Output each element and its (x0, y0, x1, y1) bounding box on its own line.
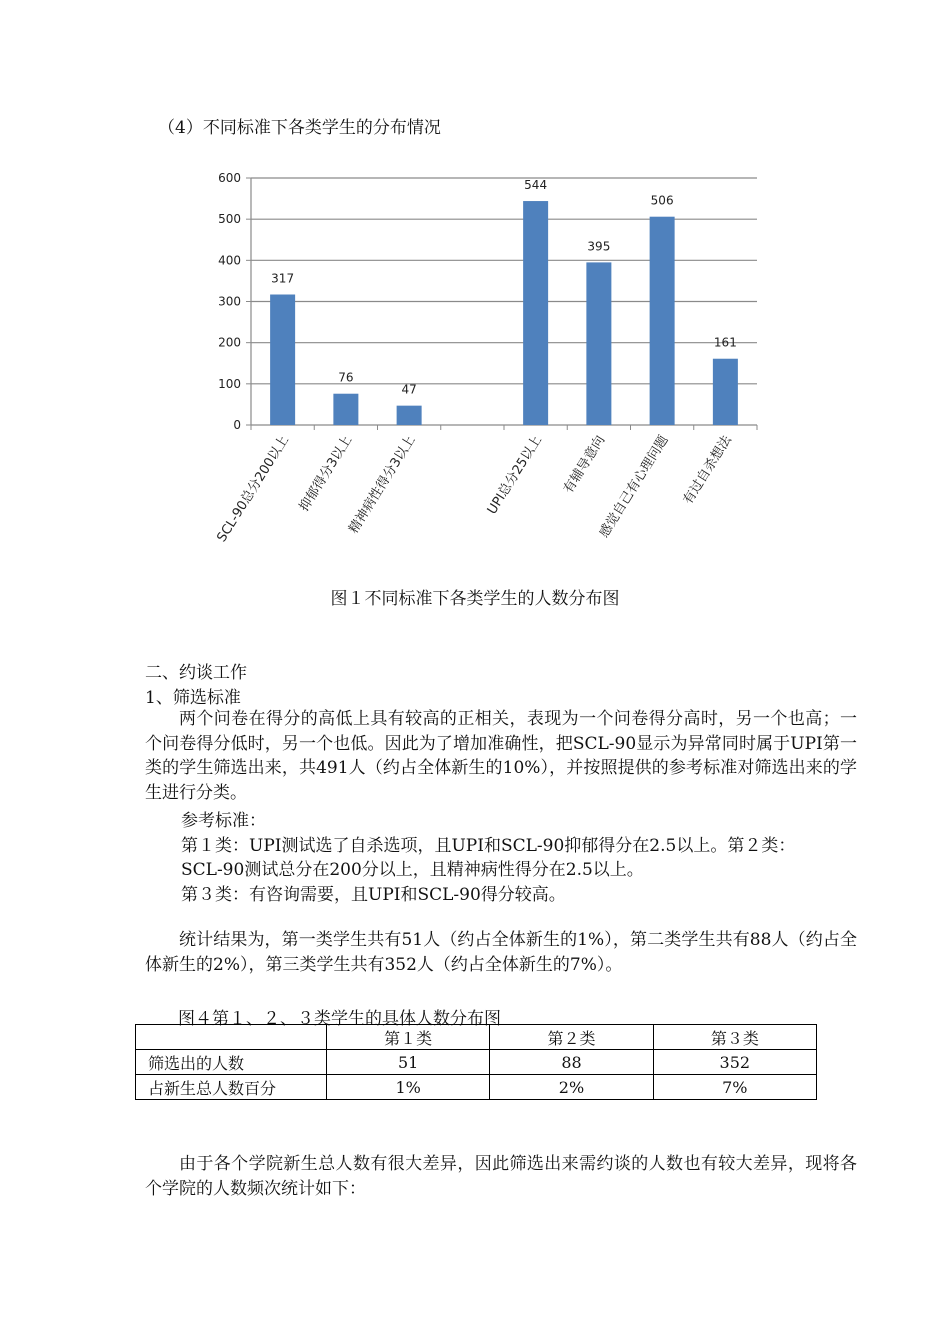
paragraph-3: 由于各个学院新生总人数有很大差异，因此筛选出来需约谈的人数也有较大差异，现将各个学院的人数频次统计如下： (145, 1154, 857, 1199)
table-header-row (136, 1025, 817, 1050)
reference-category-2: SCL-90测试总分在200分以上，且精神病性得分在2.5以上。 (181, 860, 644, 880)
bar (270, 295, 295, 425)
bar (397, 406, 422, 425)
reference-label: 参考标准： (181, 811, 266, 831)
bar-chart (180, 160, 780, 560)
data-label: 76 (338, 370, 354, 385)
bar (713, 359, 738, 425)
reference-category-3: 第３类：有咨询需要，且UPI和SCL-90得分较高。 (181, 885, 566, 905)
table-header-cell (136, 1025, 327, 1050)
data-label: 47 (401, 382, 417, 397)
y-tick-label: 500 (218, 212, 241, 227)
part2-heading: 二、约谈工作 (145, 663, 247, 683)
reference-category-1: 第１类：UPI测试选了自杀选项，且UPI和SCL-90抑郁得分在2.5以上。第２类： (181, 836, 796, 856)
y-tick-label: 0 (233, 418, 241, 432)
table-header-cell: 第２类 (490, 1025, 653, 1050)
bar (523, 201, 548, 425)
x-tick-label: UPI总分25以上 (484, 433, 546, 518)
x-tick-label: 精神病性得分3以上 (346, 433, 419, 537)
data-label: 395 (587, 239, 611, 254)
x-tick-label: 抑郁得分3以上 (296, 433, 356, 515)
table-cell: 88 (490, 1050, 653, 1075)
y-tick-label: 400 (218, 253, 241, 268)
bar (650, 217, 675, 425)
table-header-cell: 第３类 (653, 1025, 816, 1050)
table-header-cell: 第１类 (327, 1025, 490, 1050)
table-row (136, 1050, 817, 1075)
stats-table (135, 1024, 817, 1100)
x-tick-label: 有辅导意向 (561, 433, 609, 497)
bar (586, 262, 611, 425)
table-row-label: 筛选出的人数 (136, 1050, 327, 1075)
figure-caption: 图１不同标准下各类学生的人数分布图 (330, 589, 620, 609)
table-caption: 图４第１、２、３类学生的具体人数分布图 (178, 1009, 501, 1029)
section-heading: （4）不同标准下各类学生的分布情况 (158, 118, 441, 138)
x-tick-label: 有过自杀想法 (680, 433, 735, 508)
x-tick-label: 感觉自己有心理问题 (596, 433, 672, 541)
table-cell: 7% (653, 1075, 816, 1100)
y-tick-label: 600 (218, 171, 241, 185)
y-tick-label: 300 (218, 294, 241, 309)
table-row-label: 占新生总人数百分 (136, 1075, 327, 1100)
table-cell: 2% (490, 1075, 653, 1100)
paragraph-2: 统计结果为，第一类学生共有51人（约占全体新生的1%），第二类学生共有88人（约占全体新生的2%），第三类学生共有352人（约占全体新生的7%）。 (145, 930, 857, 975)
x-tick-label: SCL-90总分200以上 (214, 433, 293, 545)
table-cell: 51 (327, 1050, 490, 1075)
data-label: 317 (271, 271, 295, 286)
y-tick-label: 200 (218, 335, 241, 350)
data-label: 506 (650, 193, 674, 208)
table-row (136, 1075, 817, 1100)
data-label: 161 (713, 335, 737, 350)
bar (333, 394, 358, 425)
table-cell: 352 (653, 1050, 816, 1075)
table-cell: 1% (327, 1075, 490, 1100)
sub1-heading: 1、筛选标准 (145, 688, 241, 708)
y-tick-label: 100 (218, 376, 241, 391)
paragraph-1: 两个问卷在得分的高低上具有较高的正相关，表现为一个问卷得分高时，另一个也高；一个问卷得分低时，另一个也低。因此为了增加准确性，把SCL-90显示为异常同时属于UPI第一类的学生筛选出来，共491人（约占全体新生的10%），并按照提供的参考标准对筛选出来的学生进行分类。 (145, 709, 857, 803)
data-label: 544 (524, 178, 548, 193)
